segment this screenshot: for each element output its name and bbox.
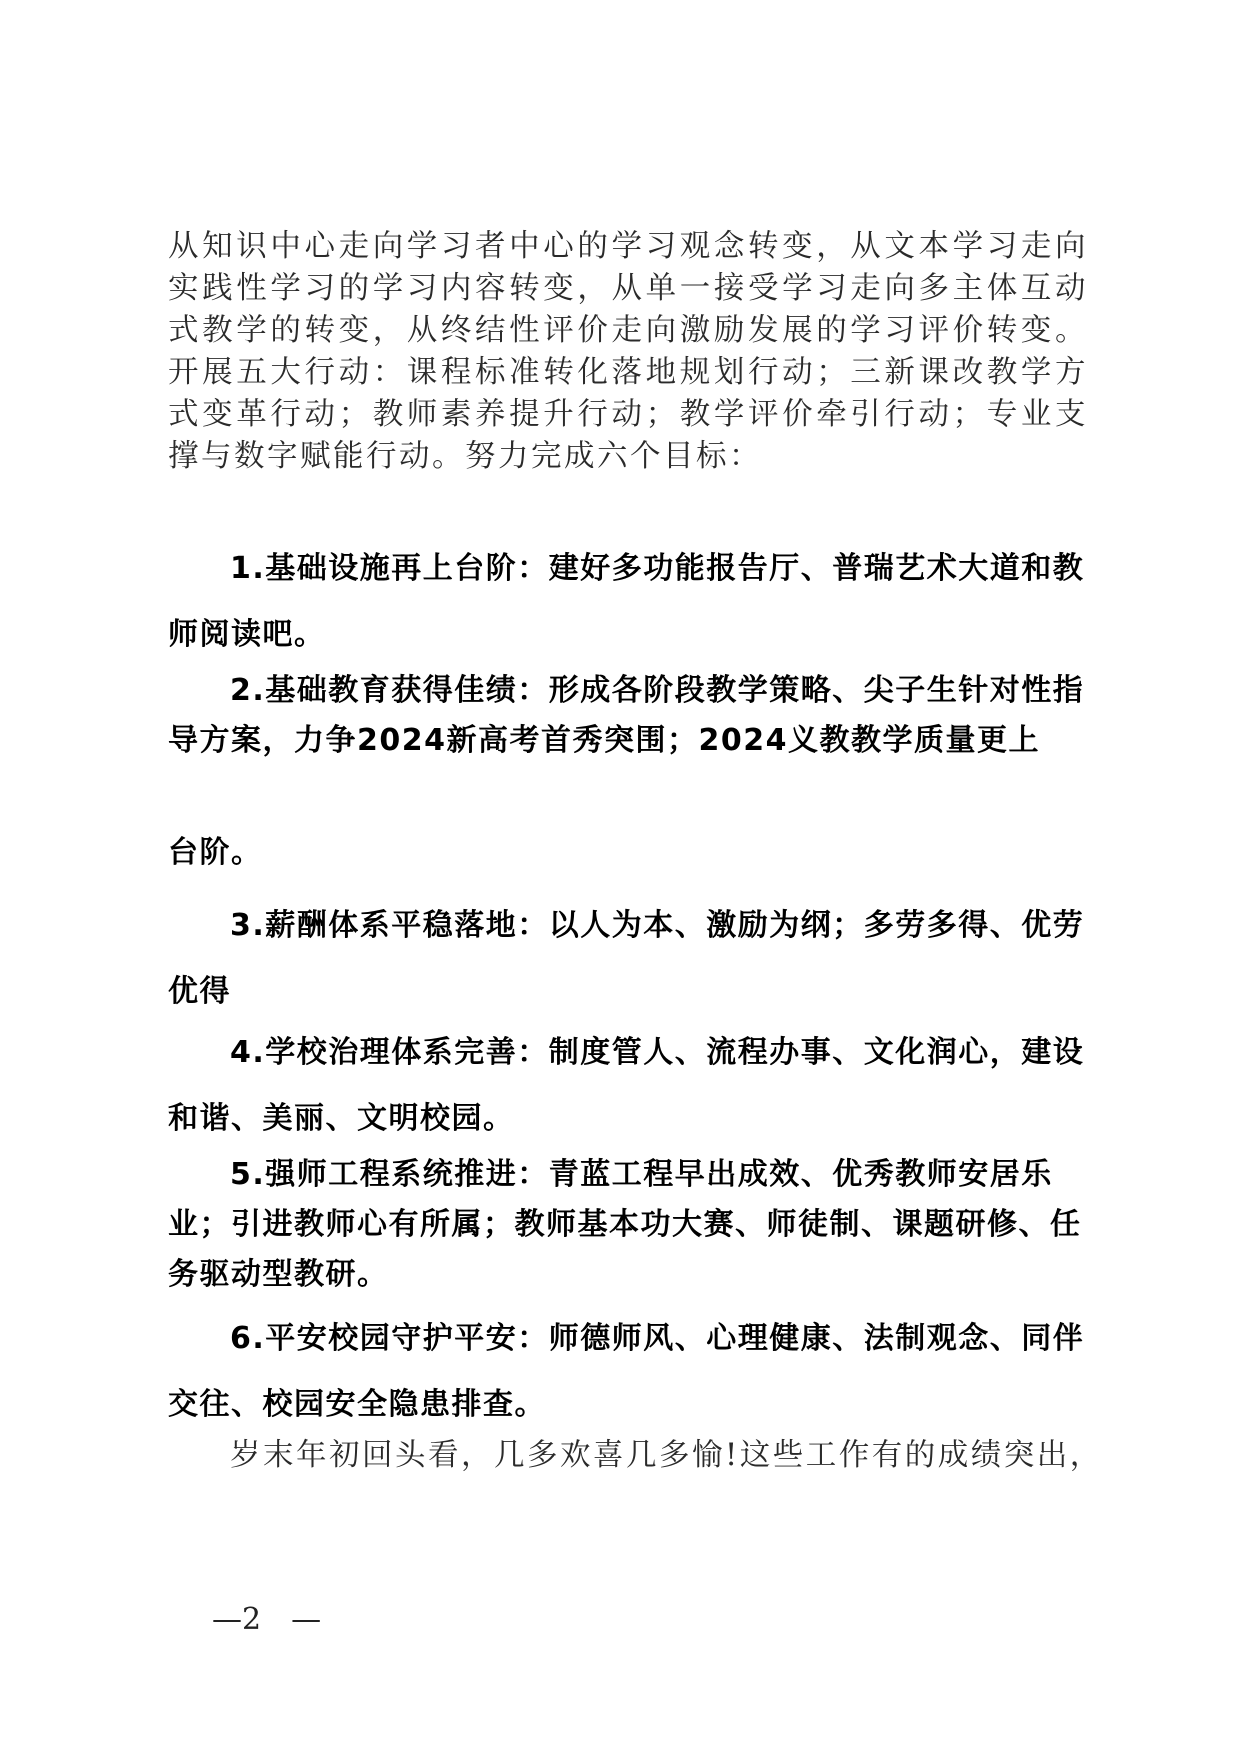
- closing-paragraph: 岁末年初回头看，几多欢喜几多愉!这些工作有的成绩突出，: [230, 1438, 1103, 1473]
- goal-item-6: 6.平安校园守护平安：师德师风、心理健康、法制观念、同伴交往、校园安全隐患排查。: [168, 1321, 1085, 1422]
- goal-item-2: 2.基础教育获得佳绩：形成各阶段教学策略、尖子生针对性指导方案，力争2024新高考首秀突围；2024义教教学质量更上: [168, 673, 1085, 758]
- goal-item-4: 4.学校治理体系完善：制度管人、流程办事、文化润心，建设和谐、美丽、文明校园。: [168, 1035, 1085, 1136]
- goal-item-5: 5.强师工程系统推进：青蓝工程早出成效、优秀教师安居乐业；引进教师心有所属；教师基本功大赛、师徒制、课题研修、任务驱动型教研。: [168, 1157, 1082, 1292]
- goal-item-3: 3.薪酬体系平稳落地：以人为本、激励为纲；多劳多得、优劳优得: [168, 908, 1085, 1009]
- intro-paragraph: 从知识中心走向学习者中心的学习观念转变，从文本学习走向实践性学习的学习内容转变，从单一接受学习走向多主体互动式教学的转变，从终结性评价走向激励发展的学习评价转变。开展五大行动：课程标准转化落地规划行动；三新课改教学方式变革行动；教师素养提升行动；教学评价牵引行动；专业支撑与数字赋能行动。努力完成六个目标：: [168, 229, 1088, 474]
- goal-item-1: 1.基础设施再上台阶：建好多功能报告厅、普瑞艺术大道和教师阅读吧。: [168, 551, 1085, 652]
- page-number: —2 —: [212, 1602, 322, 1637]
- goal-item-2-continuation: 台阶。: [168, 835, 263, 870]
